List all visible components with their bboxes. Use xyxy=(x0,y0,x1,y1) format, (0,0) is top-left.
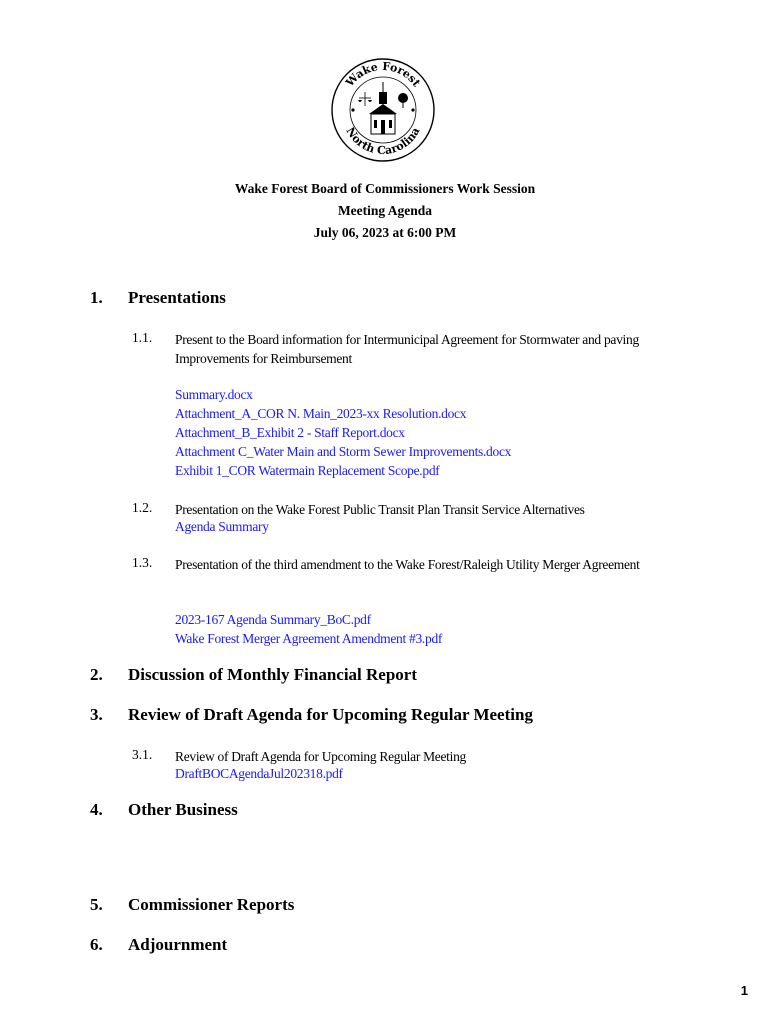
document-type: Meeting Agenda xyxy=(337,203,433,218)
town-seal-logo xyxy=(331,48,435,168)
attachment-link[interactable]: Wake Forest Merger Agreement Amendment #3.pdf xyxy=(175,631,443,646)
item-number: 1.1. xyxy=(132,330,153,345)
section-number: 5. xyxy=(90,895,103,914)
page-number: 1 xyxy=(740,983,748,998)
section-title-other-business: Other Business xyxy=(128,800,238,819)
section-title-presentations: Presentations xyxy=(128,288,226,307)
item-description: Presentation on the Wake Forest Public Transit Plan Transit Service Alternatives xyxy=(175,502,585,517)
section-title-draft-agenda: Review of Draft Agenda for Upcoming Regular Meeting xyxy=(128,705,533,724)
attachment-link[interactable]: Agenda Summary xyxy=(175,519,269,534)
attachment-link[interactable]: Exhibit 1_COR Watermain Replacement Scope.pdf xyxy=(175,463,440,478)
section-number: 1. xyxy=(90,288,103,307)
meeting-title: Wake Forest Board of Commissioners Work Session xyxy=(234,181,536,196)
section-number: 3. xyxy=(90,705,103,724)
attachment-link[interactable]: DraftBOCAgendaJul202318.pdf xyxy=(175,766,343,781)
attachment-link[interactable]: Attachment_A_COR N. Main_2023-xx Resolution.docx xyxy=(175,406,467,421)
item-number: 1.2. xyxy=(132,500,153,515)
attachment-link[interactable]: 2023-167 Agenda Summary_BoC.pdf xyxy=(175,612,371,627)
item-number: 3.1. xyxy=(132,747,153,762)
attachment-link[interactable]: Attachment_B_Exhibit 2 - Staff Report.docx xyxy=(175,425,405,440)
attachment-link[interactable]: Attachment C_Water Main and Storm Sewer Improvements.docx xyxy=(175,444,512,459)
svg-text:Wake Forest: Wake Forest xyxy=(343,59,424,90)
section-title-commissioner-reports: Commissioner Reports xyxy=(128,895,295,914)
section-number: 2. xyxy=(90,665,103,684)
section-number: 6. xyxy=(90,935,103,954)
meeting-date: July 06, 2023 at 6:00 PM xyxy=(313,225,457,240)
section-title-financial-report: Discussion of Monthly Financial Report xyxy=(128,665,418,684)
item-description: Review of Draft Agenda for Upcoming Regular Meeting xyxy=(175,749,466,764)
item-number: 1.3. xyxy=(132,555,153,570)
item-description: Presentation of the third amendment to the Wake Forest/Raleigh Utility Merger Agreement xyxy=(175,557,640,572)
section-number: 4. xyxy=(90,800,103,819)
svg-text:North Carolina: North Carolina xyxy=(343,124,423,158)
item-description: Present to the Board information for Intermunicipal Agreement for Stormwater and paving Improvements for Reimbursement xyxy=(175,332,639,366)
section-title-adjournment: Adjournment xyxy=(128,935,228,954)
attachment-link[interactable]: Summary.docx xyxy=(175,387,253,402)
